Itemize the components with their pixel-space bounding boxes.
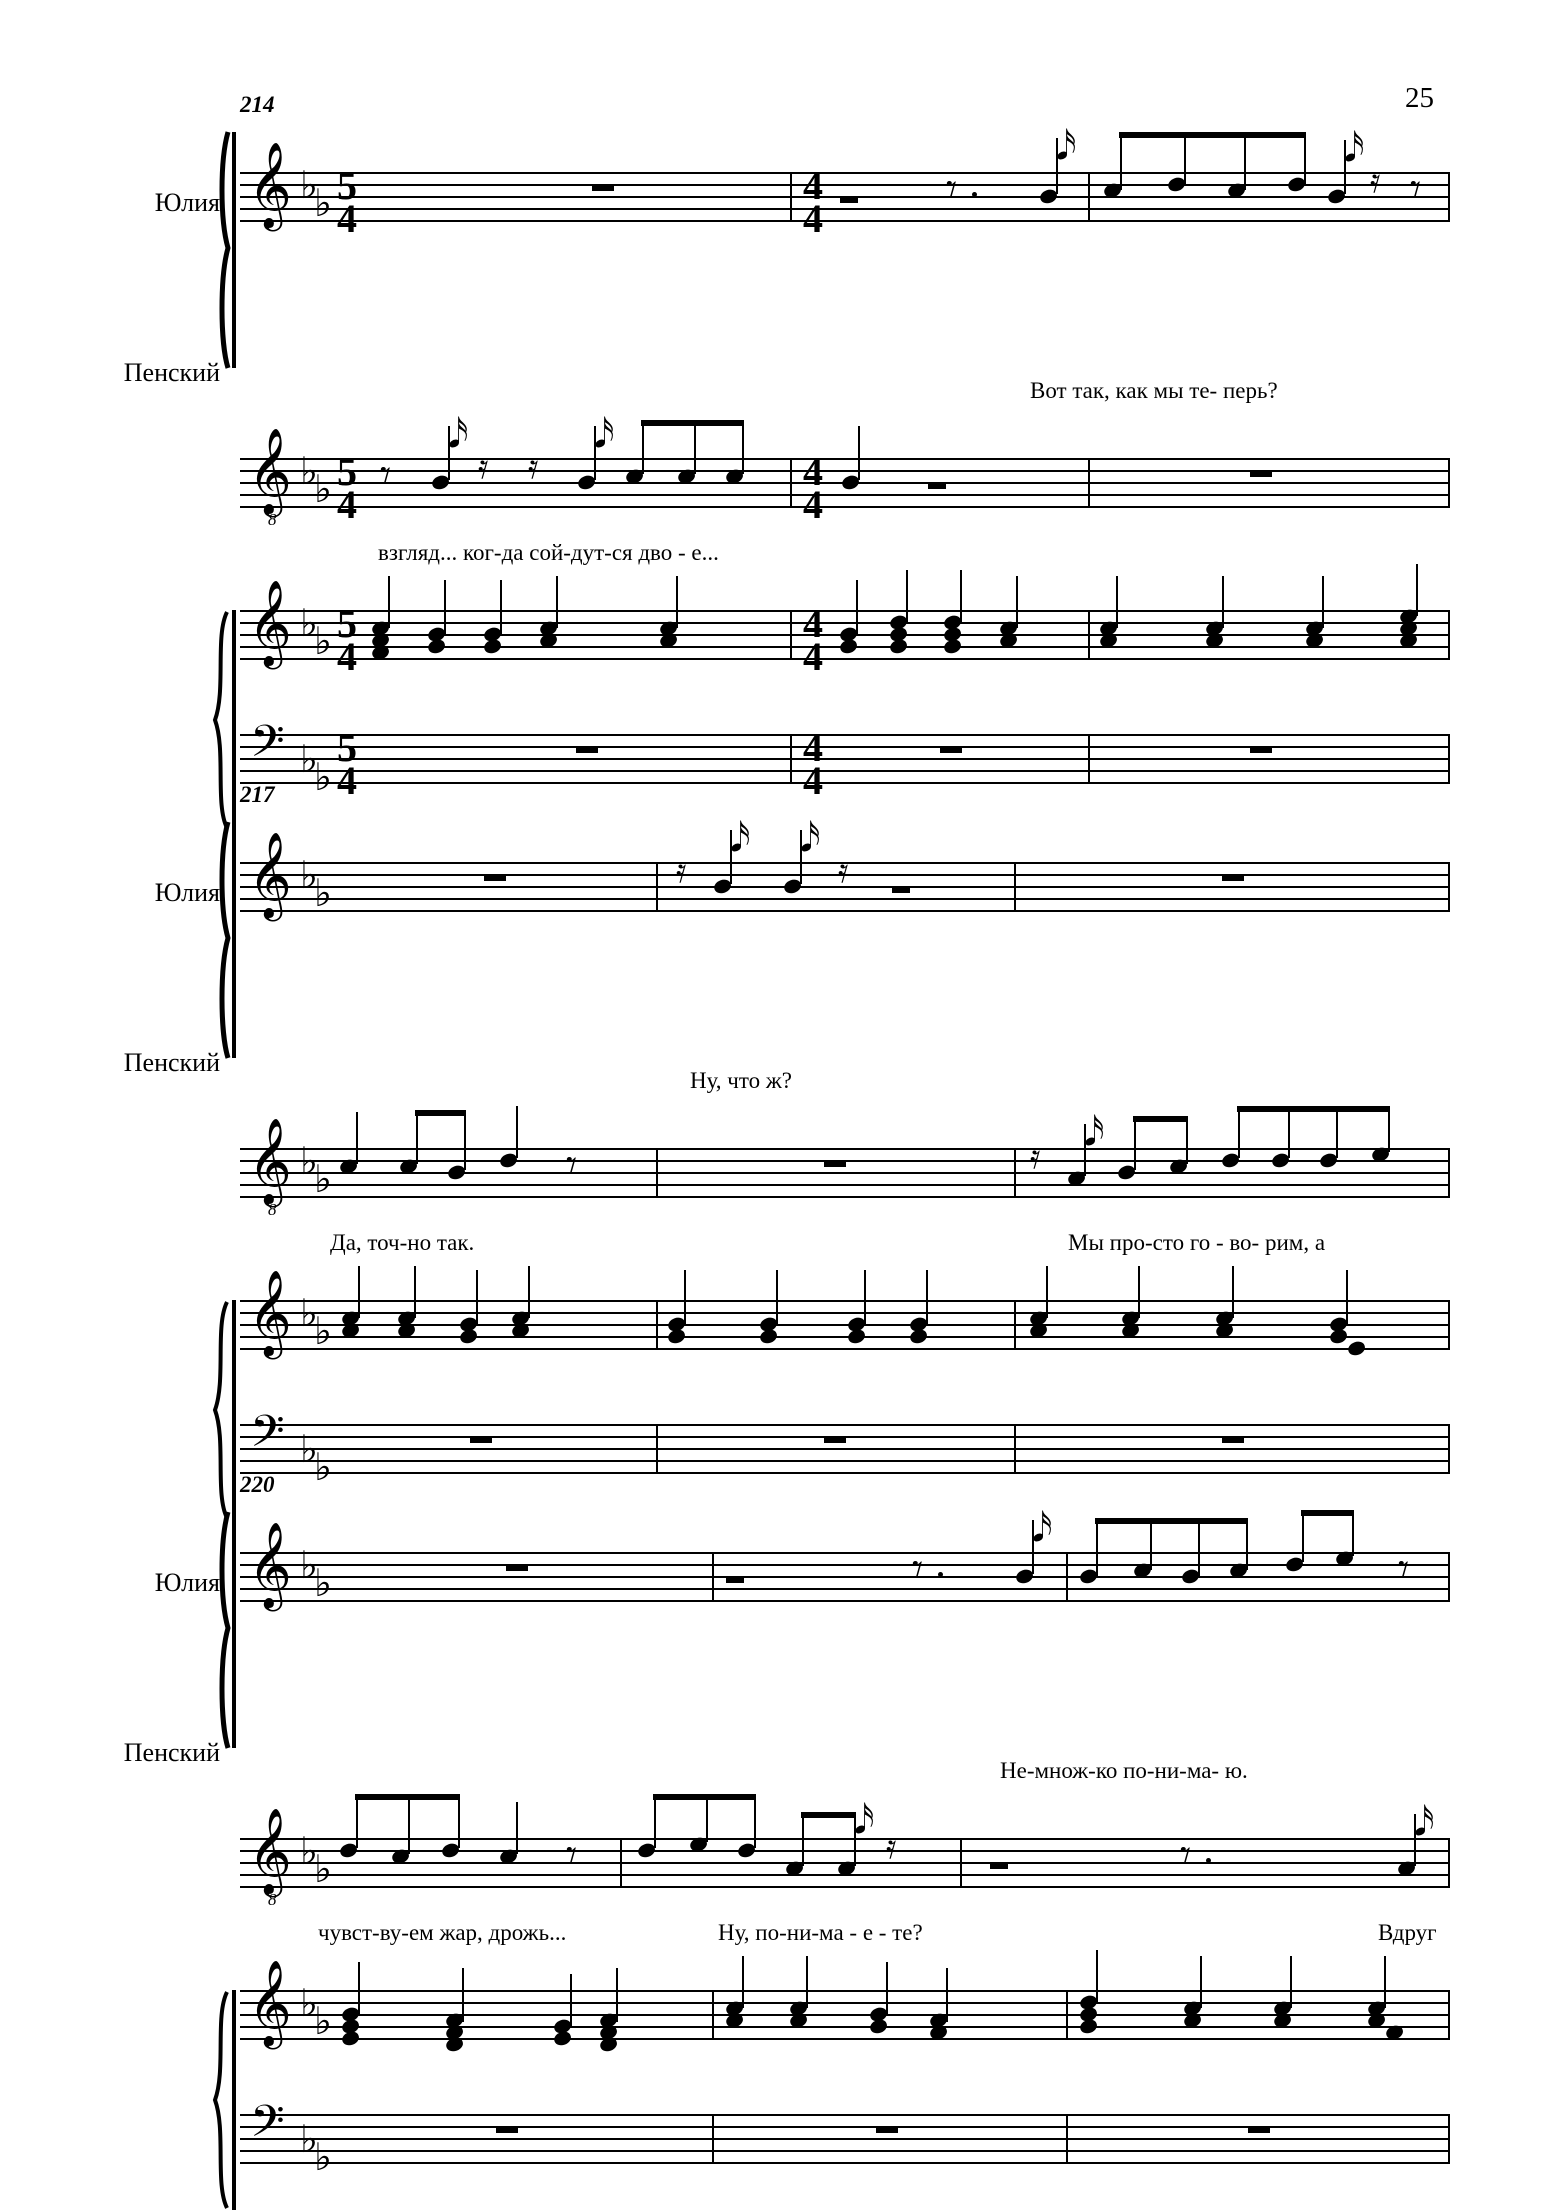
- page-number: 25: [1405, 82, 1434, 114]
- system-left-edge: [232, 822, 236, 1058]
- stem: [1416, 564, 1418, 616]
- beam: [641, 420, 744, 426]
- stem: [1222, 576, 1224, 628]
- whole-rest: [470, 1436, 492, 1443]
- bass-clef-icon: 𝄢: [250, 2095, 285, 2158]
- key-signature-flat: ♭: [300, 449, 318, 493]
- stem: [654, 1796, 656, 1848]
- treble-clef-icon: 𝄞: [248, 1270, 292, 1356]
- stem: [1096, 1520, 1098, 1576]
- piano-brace: [210, 610, 232, 830]
- stem: [1290, 1956, 1292, 2008]
- key-signature-flat: ♭: [300, 1139, 318, 1183]
- barline: [1088, 610, 1090, 659]
- key-signature-flat: ♭: [314, 619, 332, 663]
- beam: [1095, 1518, 1248, 1524]
- stem: [1120, 134, 1122, 190]
- barline: [1014, 1300, 1016, 1349]
- part-label-yulia: Юлия: [154, 188, 220, 217]
- barline: [1066, 2114, 1068, 2163]
- time-signature-4-4: 4 4: [803, 449, 823, 527]
- system-left-edge: [232, 1512, 236, 1748]
- barline: [1088, 734, 1090, 783]
- stem: [408, 1796, 410, 1854]
- lyric-line: Да, точ-но так.: [330, 1230, 475, 1255]
- eighth-flag: 𝅘𝅥𝅯: [1032, 1505, 1053, 1551]
- bass-clef-icon: 𝄢: [250, 715, 285, 778]
- quarter-rest: 𝄾: [1180, 1830, 1192, 1879]
- stem: [1246, 1520, 1248, 1570]
- treble-clef-icon: 𝄞: [248, 1960, 292, 2046]
- measure-number-217: 217: [240, 782, 275, 807]
- stem: [1304, 134, 1306, 184]
- stem: [358, 1962, 360, 2016]
- lyric-line: Мы про-сто го - во- рим, а: [1068, 1230, 1326, 1255]
- barline: [1066, 1990, 1068, 2039]
- stem: [694, 422, 696, 474]
- whole-rest: [940, 746, 962, 753]
- stem: [356, 1796, 358, 1848]
- key-signature-flat: ♭: [300, 1291, 318, 1335]
- stem: [528, 1266, 530, 1318]
- eighth-flag: 𝅘𝅥𝅯: [1084, 1109, 1105, 1155]
- stem: [1116, 576, 1118, 628]
- half-rest: [990, 1862, 1008, 1869]
- stem: [684, 1270, 686, 1324]
- lyric-line: Не-множ-ко по-ни-ма- ю.: [1000, 1758, 1248, 1783]
- stem: [1302, 1512, 1304, 1562]
- stem: [802, 1814, 804, 1866]
- part-label-pensky: Пенский: [123, 358, 220, 387]
- eighth-flag: 𝅘𝅥𝅯: [1344, 125, 1365, 171]
- barline: [1448, 2114, 1450, 2163]
- stem: [1200, 1956, 1202, 2008]
- barline: [1448, 1424, 1450, 1473]
- stem: [356, 1112, 358, 1164]
- barline: [1448, 458, 1450, 507]
- barline: [790, 172, 792, 221]
- stem: [464, 1112, 466, 1170]
- stem: [516, 1802, 518, 1854]
- stem: [516, 1106, 518, 1158]
- key-signature-flat: ♭: [300, 1427, 318, 1471]
- beam: [415, 1110, 466, 1116]
- barline: [656, 1300, 658, 1349]
- whole-rest: [1222, 874, 1244, 881]
- stem: [856, 580, 858, 634]
- eighth-flag: 𝅘𝅥𝅯: [1414, 1799, 1435, 1845]
- key-signature-flat: ♭: [314, 1847, 332, 1891]
- part-label-pensky: Пенский: [123, 1048, 220, 1077]
- barline: [656, 1424, 658, 1473]
- stem: [416, 1112, 418, 1164]
- stem: [1186, 1118, 1188, 1164]
- whole-rest: [824, 1436, 846, 1443]
- barline: [1448, 1552, 1450, 1601]
- piano-left-edge: [232, 610, 236, 830]
- key-signature-flat: ♭: [300, 601, 318, 645]
- stem: [358, 1266, 360, 1318]
- key-signature-flat: ♭: [314, 1999, 332, 2043]
- stem: [960, 570, 962, 622]
- beam: [1301, 1510, 1354, 1516]
- key-signature-flat: ♭: [300, 1981, 318, 2025]
- stem: [1336, 1108, 1338, 1158]
- barline: [790, 734, 792, 783]
- treble-clef-icon: 𝄞: [248, 142, 292, 228]
- quarter-rest: 𝄾: [912, 1544, 924, 1593]
- barline: [1088, 172, 1090, 221]
- barline: [1448, 862, 1450, 911]
- beam: [653, 1794, 756, 1800]
- stem: [706, 1796, 708, 1842]
- lyric-line: Ну, по-ни-ма - е - те?: [718, 1920, 923, 1945]
- time-signature-5-4: 5 4: [337, 163, 357, 241]
- time-signature-4-4: 4 4: [803, 725, 823, 803]
- part-label-pensky: Пенский: [123, 1738, 220, 1767]
- time-signature-4-4: 4 4: [803, 601, 823, 679]
- clef-octave-8: 8: [268, 510, 277, 529]
- augmentation-dot: [972, 192, 977, 197]
- system-3: [0, 1472, 1554, 2179]
- key-signature-flat: ♭: [300, 1543, 318, 1587]
- key-signature-flat: ♭: [314, 871, 332, 915]
- clef-octave-8: 8: [268, 1890, 277, 1909]
- key-signature-flat: ♭: [314, 1561, 332, 1605]
- barline: [1014, 862, 1016, 911]
- stem: [676, 576, 678, 628]
- eighth-flag: 𝅘𝅥𝅯: [730, 815, 751, 861]
- eighth-flag: 𝅘𝅥𝅯: [448, 411, 469, 457]
- stem: [1238, 1108, 1240, 1158]
- half-rest: [726, 1576, 744, 1583]
- stem: [946, 1968, 948, 2022]
- stem: [886, 1962, 888, 2016]
- piano-brace: [210, 1990, 232, 2210]
- quarter-rest: 𝄾: [566, 1830, 578, 1879]
- barline: [790, 458, 792, 507]
- key-signature-flat: ♭: [300, 1829, 318, 1873]
- piano-left-edge: [232, 1990, 236, 2210]
- eighth-rest: 𝄿: [838, 851, 849, 891]
- barline: [1014, 1424, 1016, 1473]
- stem: [1046, 1266, 1048, 1318]
- barline: [712, 2114, 714, 2163]
- whole-rest: [1248, 2126, 1270, 2133]
- eighth-rest: 𝄿: [1370, 161, 1381, 201]
- stem: [1352, 1512, 1354, 1556]
- whole-rest: [876, 2126, 898, 2133]
- barline: [790, 610, 792, 659]
- staff-piano-lh-1: [240, 734, 1450, 782]
- half-rest: [840, 196, 858, 203]
- staff-piano-rh-3: [240, 1990, 1450, 2043]
- eighth-rest: 𝄿: [676, 851, 687, 891]
- stem: [1198, 1520, 1200, 1576]
- stem: [742, 1956, 744, 2008]
- eighth-rest: 𝄿: [478, 447, 489, 487]
- stem: [1384, 1956, 1386, 2008]
- barline: [1014, 1148, 1016, 1197]
- barline: [712, 1552, 714, 1601]
- treble-clef-icon: 𝄞: [248, 832, 292, 918]
- barline: [656, 1148, 658, 1197]
- stem: [462, 1968, 464, 2022]
- whole-rest: [576, 746, 598, 753]
- eighth-flag: 𝅘𝅥𝅯: [594, 411, 615, 457]
- stem: [776, 1270, 778, 1324]
- stem: [444, 580, 446, 634]
- barline: [1448, 1990, 1450, 2039]
- whole-rest: [1250, 746, 1272, 753]
- stem: [1134, 1118, 1136, 1170]
- beam: [1237, 1106, 1390, 1112]
- part-label-yulia: Юлия: [154, 1568, 220, 1597]
- stem: [1016, 576, 1018, 628]
- lyric-line: чувст-ву-ем жар, дрожь...: [318, 1920, 567, 1945]
- barline: [1088, 458, 1090, 507]
- stem: [414, 1266, 416, 1318]
- treble-clef-icon: 𝄞: [248, 428, 292, 514]
- half-rest: [928, 482, 946, 489]
- part-label-yulia: Юлия: [154, 878, 220, 907]
- key-signature-flat: ♭: [314, 2135, 332, 2179]
- barline: [1448, 1148, 1450, 1197]
- time-signature-5-4: 5 4: [337, 601, 357, 679]
- treble-clef-icon: 𝄞: [248, 1808, 292, 1894]
- key-signature-flat: ♭: [314, 1309, 332, 1353]
- barline: [1448, 734, 1450, 783]
- lyric-line: Вдруг: [1378, 1920, 1437, 1945]
- stem: [642, 422, 644, 474]
- beam: [1119, 132, 1306, 138]
- stem: [1150, 1520, 1152, 1570]
- stem: [1288, 1108, 1290, 1158]
- stem: [1184, 134, 1186, 184]
- key-signature-flat: ♭: [300, 2117, 318, 2161]
- bass-clef-icon: 𝄢: [250, 1405, 285, 1468]
- beam: [355, 1794, 460, 1800]
- quarter-rest: 𝄾: [380, 450, 392, 499]
- quarter-rest: 𝄾: [1398, 1544, 1410, 1593]
- piano-brace: [210, 1300, 232, 1520]
- barline: [1448, 172, 1450, 221]
- staff-pensky-2: [240, 1148, 1450, 1201]
- whole-rest: [824, 1160, 846, 1167]
- stem: [1346, 1270, 1348, 1324]
- augmentation-dot: [938, 1572, 943, 1577]
- treble-clef-icon: 𝄞: [248, 1118, 292, 1204]
- beam: [1133, 1116, 1188, 1122]
- key-signature-flat: ♭: [314, 755, 332, 799]
- key-signature-flat: ♭: [314, 1445, 332, 1489]
- barline: [1448, 1300, 1450, 1349]
- staff-yulia-3: [240, 1552, 1450, 1605]
- eighth-flag: 𝅘𝅥𝅯: [854, 1797, 875, 1843]
- barline: [620, 1838, 622, 1887]
- eighth-rest: 𝄿: [886, 1827, 897, 1867]
- quarter-rest: 𝄾: [566, 1140, 578, 1189]
- measure-number-214: 214: [240, 92, 275, 117]
- key-signature-flat: ♭: [314, 467, 332, 511]
- measure-number-220: 220: [240, 1472, 275, 1497]
- barline: [960, 1838, 962, 1887]
- stem: [616, 1968, 618, 2022]
- stem: [500, 580, 502, 634]
- time-signature-5-4: 5 4: [337, 449, 357, 527]
- stem: [570, 1974, 572, 2028]
- stem: [556, 576, 558, 628]
- key-signature-flat: ♭: [314, 181, 332, 225]
- half-rest: [892, 886, 910, 893]
- key-signature-flat: ♭: [300, 853, 318, 897]
- lyric-line: Вот так, как мы те- перь?: [1030, 378, 1278, 403]
- stem: [906, 570, 908, 622]
- staff-piano-lh-2: [240, 1424, 1450, 1472]
- stem: [1138, 1266, 1140, 1318]
- barline: [1448, 1838, 1450, 1887]
- whole-rest: [496, 2126, 518, 2133]
- barline: [1448, 610, 1450, 659]
- stem: [864, 1270, 866, 1324]
- barline: [712, 1990, 714, 2039]
- time-signature-4-4: 4 4: [803, 163, 823, 241]
- whole-rest: [484, 874, 506, 881]
- stem: [1322, 576, 1324, 628]
- system-left-edge: [232, 132, 236, 368]
- stem: [1096, 1950, 1098, 2002]
- stem: [926, 1270, 928, 1324]
- eighth-rest: 𝄿: [1030, 1137, 1041, 1177]
- stem: [806, 1956, 808, 2008]
- staff-piano-lh-3: [240, 2114, 1450, 2162]
- whole-rest: [1222, 1436, 1244, 1443]
- quarter-rest: 𝄾: [1410, 164, 1422, 213]
- stem: [754, 1796, 756, 1848]
- lyric-line: взгляд... ког-да сой-дут-ся дво - е...: [378, 540, 719, 565]
- beam: [801, 1812, 856, 1818]
- eighth-flag: 𝅘𝅥𝅯: [1056, 123, 1077, 169]
- stem: [458, 1796, 460, 1848]
- key-signature-flat: ♭: [300, 737, 318, 781]
- quarter-rest: 𝄾: [946, 164, 958, 213]
- eighth-rest: 𝄿: [528, 447, 539, 487]
- whole-rest: [506, 1564, 528, 1571]
- stem: [476, 1270, 478, 1324]
- stem: [1388, 1108, 1390, 1152]
- barline: [1066, 1552, 1068, 1601]
- whole-rest: [592, 184, 614, 191]
- key-signature-flat: ♭: [300, 163, 318, 207]
- stem: [1232, 1266, 1234, 1318]
- key-signature-flat: ♭: [314, 1157, 332, 1201]
- barline: [656, 862, 658, 911]
- eighth-flag: 𝅘𝅥𝅯: [800, 815, 821, 861]
- stem: [858, 426, 860, 480]
- lyric-line: Ну, что ж?: [690, 1068, 792, 1093]
- clef-octave-8: 8: [268, 1200, 277, 1219]
- staff-piano-rh-2: [240, 1300, 1450, 1353]
- piano-left-edge: [232, 1300, 236, 1520]
- treble-clef-icon: 𝄞: [248, 1522, 292, 1608]
- stem: [388, 576, 390, 628]
- stem: [742, 422, 744, 474]
- augmentation-dot: [1206, 1858, 1211, 1863]
- treble-clef-icon: 𝄞: [248, 580, 292, 666]
- whole-rest: [1250, 470, 1272, 477]
- time-signature-5-4: 5 4: [337, 725, 357, 803]
- stem: [1244, 134, 1246, 190]
